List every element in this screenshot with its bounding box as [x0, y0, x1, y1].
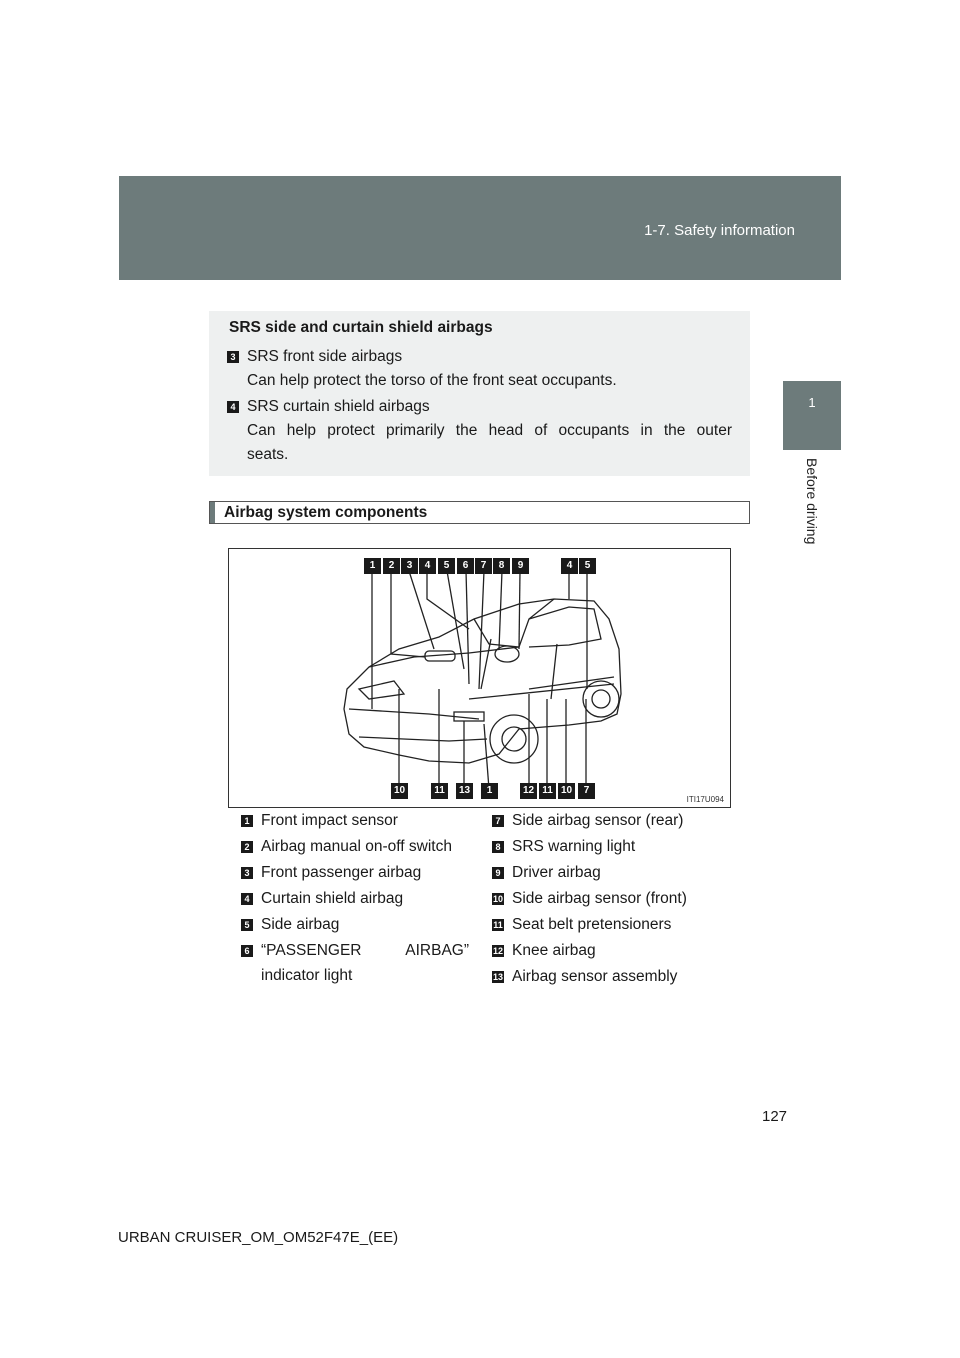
callout-label: 10 [391, 783, 408, 799]
callout-label: 8 [493, 558, 510, 574]
item-number-badge: 4 [227, 401, 239, 413]
section-title: 1-7. Safety information [644, 222, 795, 239]
item-number-badge: 4 [241, 893, 253, 905]
item-number-badge: 3 [227, 351, 239, 363]
legend-text: Driver airbag [512, 864, 601, 881]
legend-text: Side airbag sensor (front) [512, 890, 687, 907]
callout-label: 1 [364, 558, 381, 574]
legend-text: Airbag sensor assembly [512, 968, 678, 985]
legend-item [241, 886, 403, 911]
item-number-badge: 10 [492, 894, 503, 904]
legend-text: Airbag manual on-off switch [261, 838, 452, 855]
legend-item [241, 912, 339, 937]
legend-text: Knee airbag [512, 942, 596, 959]
legend-text: Side airbag sensor (rear) [512, 812, 684, 829]
section-title-text: Airbag system components [224, 504, 428, 521]
callout-label: 9 [512, 558, 529, 574]
info-box-heading: SRS side and curtain shield airbags [229, 319, 493, 336]
callout-label: 13 [456, 783, 473, 799]
legend-text: Side airbag [261, 916, 340, 933]
callout-label: 5 [579, 558, 596, 574]
legend-item [492, 808, 683, 833]
legend-item [492, 886, 687, 911]
item-number-badge: 2 [241, 841, 253, 853]
figure-code: ITI17U094 [686, 795, 724, 804]
callout-label: 10 [558, 783, 575, 799]
info-item-desc: Can help protect the torso of the front seat occupants. [247, 372, 617, 389]
legend-item [492, 964, 677, 989]
item-number-badge: 3 [241, 867, 253, 879]
section-heading [209, 501, 750, 524]
legend-item [492, 860, 601, 885]
page-number: 127 [762, 1108, 788, 1125]
callout-label: 1 [481, 783, 498, 799]
airbag-diagram [228, 548, 731, 808]
callout-label: 11 [539, 783, 556, 799]
item-number-badge: 5 [241, 919, 253, 931]
callout-label: 6 [457, 558, 474, 574]
legend-item [492, 834, 635, 859]
info-item [227, 395, 732, 467]
legend-item [492, 912, 671, 937]
callout-label: 3 [401, 558, 418, 574]
callout-label: 7 [578, 783, 595, 799]
section-accent [210, 502, 215, 523]
legend-text: SRS warning light [512, 838, 636, 855]
callout-label: 4 [419, 558, 436, 574]
callout-label: 11 [431, 783, 448, 799]
legend-text: Front impact sensor [261, 812, 398, 829]
item-number-badge: 1 [241, 815, 253, 827]
item-number-badge: 12 [492, 946, 503, 956]
info-box [209, 311, 750, 476]
item-number-badge: 8 [492, 841, 504, 853]
info-item-desc-cont: seats. [247, 446, 289, 463]
callout-label: 5 [438, 558, 455, 574]
callout-label: 4 [561, 558, 578, 574]
item-number-badge: 7 [492, 815, 504, 827]
item-number-badge: 13 [492, 972, 503, 982]
legend-text: Seat belt pretensioners [512, 916, 672, 933]
item-number-badge: 9 [492, 867, 504, 879]
item-number-badge: 6 [241, 945, 253, 957]
info-item-title: SRS curtain shield airbags [247, 398, 430, 415]
callout-label: 7 [475, 558, 492, 574]
info-item-title: SRS front side airbags [247, 348, 403, 365]
callout-label: 12 [520, 783, 537, 799]
legend-item [241, 860, 421, 885]
item-number-badge: 11 [493, 920, 503, 930]
car-illustration [229, 549, 730, 807]
info-item-desc: Can help protect primarily the head of occupants in the outer [247, 422, 732, 439]
legend-text: Front passenger airbag [261, 864, 422, 881]
chapter-tab-number: 1 [783, 381, 841, 450]
chapter-header [119, 176, 841, 280]
legend-item [492, 938, 596, 963]
legend-text: Curtain shield airbag [261, 890, 404, 907]
chapter-tab-label: Before driving [804, 458, 820, 545]
legend-item [241, 834, 452, 859]
legend-text-cont: indicator light [261, 967, 353, 984]
info-item [227, 345, 617, 393]
legend-text: “PASSENGER AIRBAG” [261, 942, 469, 959]
document-footer: URBAN CRUISER_OM_OM52F47E_(EE) [118, 1229, 399, 1246]
legend-item [241, 808, 398, 833]
callout-label: 2 [383, 558, 400, 574]
legend-item [241, 938, 469, 988]
